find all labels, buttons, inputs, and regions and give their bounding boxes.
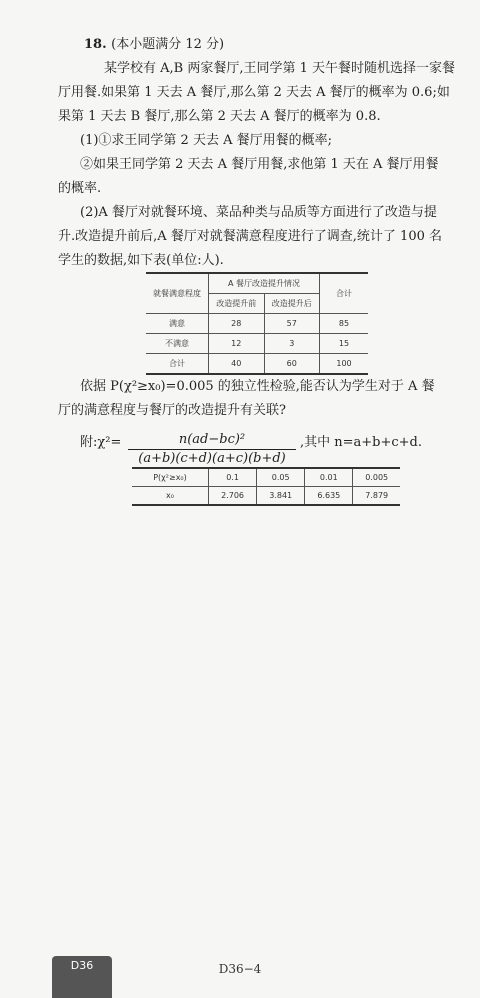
question-line-4: (1)①求王同学第 2 天去 A 餐厅用餐的概率; [80, 133, 332, 148]
contingency-table [146, 272, 368, 375]
alpha-cell: 0.05 [257, 468, 305, 487]
cell-before: 12 [209, 334, 265, 354]
alpha-cell: 0.1 [209, 468, 257, 487]
cell-before: 40 [209, 354, 265, 375]
cell-after: 60 [264, 354, 320, 375]
alpha-cell: 0.01 [305, 468, 353, 487]
table-row [132, 487, 400, 506]
test-question-line-2: 厅的满意程度与餐厅的改造提升有关联? [58, 403, 286, 418]
critical-cell: 6.635 [305, 487, 353, 506]
page-number: D36−4 [218, 962, 262, 976]
row-header-cell: 就餐满意程度 [146, 273, 209, 314]
question-line-7: (2)A 餐厅对就餐环境、菜品种类与品质等方面进行了改造与提 [80, 205, 437, 220]
row-label: P(χ²≥x₀) [132, 468, 209, 487]
question-line-6: 的概率. [58, 181, 102, 196]
table-row [146, 314, 368, 334]
question-line-3: 果第 1 天去 B 餐厅,那么第 2 天去 A 餐厅的概率为 0.8. [58, 109, 381, 124]
row-label: 不满意 [146, 334, 209, 354]
cell-before: 28 [209, 314, 265, 334]
cell-total: 85 [320, 314, 369, 334]
formula-suffix: ,其中 n=a+b+c+d. [300, 435, 423, 450]
critical-cell: 3.841 [257, 487, 305, 506]
chi-square-table [132, 467, 400, 506]
critical-cell: 2.706 [209, 487, 257, 506]
fraction-bar [128, 449, 296, 450]
alpha-cell: 0.005 [353, 468, 400, 487]
critical-cell: 7.879 [353, 487, 400, 506]
question-line-9: 学生的数据,如下表(单位:人). [58, 253, 224, 268]
group-header-cell: A 餐厅改造提升情况 [209, 273, 320, 294]
formula-numerator: n(ad−bc)² [178, 432, 246, 447]
total-header-cell: 合计 [320, 273, 369, 314]
question-number: 18. [84, 37, 107, 52]
row-label: x₀ [132, 487, 209, 506]
chi-square-formula [128, 432, 296, 467]
question-line-1: 某学校有 A,B 两家餐厅,王同学第 1 天午餐时随机选择一家餐 [104, 61, 456, 76]
table-row [146, 354, 368, 375]
before-header-cell: 改造提升前 [209, 294, 265, 314]
row-label: 满意 [146, 314, 209, 334]
table-row [146, 334, 368, 354]
table-row [132, 468, 400, 487]
cell-after: 3 [264, 334, 320, 354]
test-question-line-1: 依据 P(χ²≥x₀)=0.005 的独立性检验,能否认为学生对于 A 餐 [80, 379, 435, 394]
formula-prefix: 附:χ²= [80, 435, 122, 450]
after-header-cell: 改造提升后 [264, 294, 320, 314]
question-line-5: ②如果王同学第 2 天去 A 餐厅用餐,求他第 1 天在 A 餐厅用餐 [80, 157, 439, 172]
cell-after: 57 [264, 314, 320, 334]
formula-denominator: (a+b)(c+d)(a+c)(b+d) [138, 451, 286, 466]
question-line-8: 升.改造提升前后,A 餐厅对就餐满意程度进行了调查,统计了 100 名 [58, 229, 442, 244]
cell-total: 15 [320, 334, 369, 354]
row-label: 合计 [146, 354, 209, 375]
cell-total: 100 [320, 354, 369, 375]
question-line-2: 厅用餐.如果第 1 天去 A 餐厅,那么第 2 天去 A 餐厅的概率为 0.6;如 [58, 85, 450, 100]
score-note: (本小题满分 12 分) [111, 37, 225, 52]
question-header [84, 34, 474, 56]
footer-tab-label: D36 [70, 959, 94, 972]
